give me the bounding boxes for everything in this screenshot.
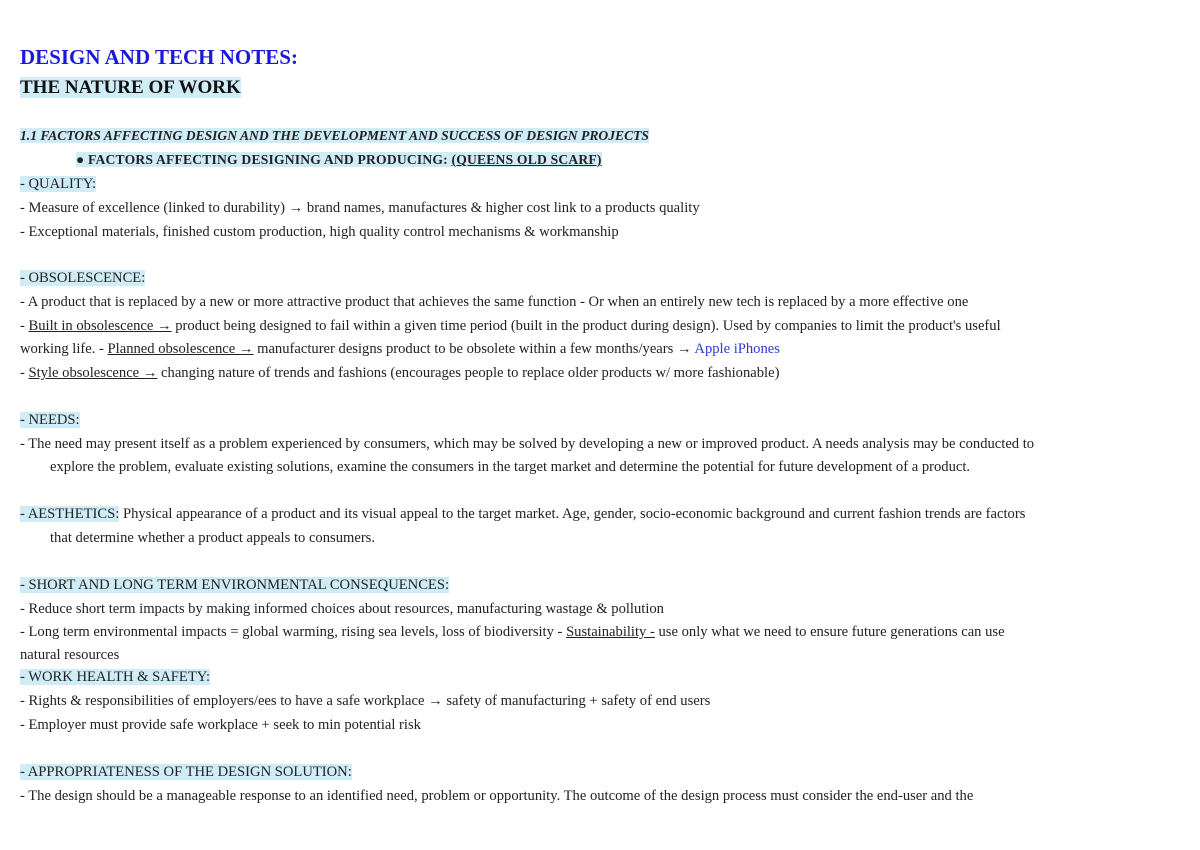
whs-line-2: - Employer must provide safe workplace + seek to min potential risk xyxy=(20,717,421,733)
environment-line-2 xyxy=(20,622,1005,642)
bullet-dot-icon: ● xyxy=(76,152,85,167)
obsolescence-line-3-start: working life. - xyxy=(20,341,108,357)
obsolescence-heading-text: - OBSOLESCENCE: xyxy=(20,270,146,286)
obsolescence-line-4 xyxy=(20,363,779,383)
apple-iphones-example: Apple iPhones xyxy=(694,341,780,357)
appropriateness-heading-text: - APPROPRIATENESS OF THE DESIGN SOLUTION: xyxy=(20,764,352,780)
doc-title: DESIGN AND TECH NOTES: xyxy=(20,45,298,69)
obsolescence-line-3 xyxy=(20,339,780,359)
style-obsolescence-term: Style obsolescence → xyxy=(28,365,158,381)
environment-heading-text: - SHORT AND LONG TERM ENVIRONMENTAL CONSEQUENCES: xyxy=(20,577,450,593)
quality-heading-text: - QUALITY: xyxy=(20,176,97,192)
aesthetics-line-1 xyxy=(20,504,1025,524)
needs-line-1: - The need may present itself as a problem experienced by consumers, which may be solved by developing a new or improved product. A needs analysis may be conducted to xyxy=(20,436,1035,452)
doc-subtitle xyxy=(20,76,241,100)
built-in-obsolescence-term: Built in obsolescence → xyxy=(28,318,172,334)
obsolescence-line-4-rest: changing nature of trends and fashions (encourages people to replace older products w/ more fashionable) xyxy=(157,365,780,381)
obsolescence-line-2-rest: product being designed to fail within a given time period (built in the product during design). Used by companies to limit the product's useful xyxy=(171,318,1001,334)
quality-line-2: - Exceptional materials, finished custom production, high quality control mechanisms & workmanship xyxy=(20,224,619,240)
whs-heading xyxy=(20,667,210,687)
planned-obsolescence-term: Planned obsolescence → xyxy=(107,341,254,357)
quality-heading xyxy=(20,174,96,194)
bullet-heading-mnemonic: (QUEENS OLD SCARF) xyxy=(451,152,602,167)
aesthetics-line-2: that determine whether a product appeals to consumers. xyxy=(50,530,376,546)
environment-line-1: - Reduce short term impacts by making informed choices about resources, manufacturing wastage & pollution xyxy=(20,601,664,617)
obsolescence-line-1: - A product that is replaced by a new or more attractive product that achieves the same function - Or when an entirely new tech is replaced by a more effective one xyxy=(20,294,969,310)
bullet-heading xyxy=(76,150,602,170)
sustainability-term: Sustainability - xyxy=(566,624,655,640)
environment-line-2-rest: use only what we need to ensure future generations can use xyxy=(654,624,1005,640)
environment-heading xyxy=(20,575,449,595)
needs-line-2: explore the problem, evaluate existing solutions, examine the consumers in the target market and determine the potential for future development of a product. xyxy=(50,459,971,475)
whs-heading-text: - WORK HEALTH & SAFETY: xyxy=(20,669,211,685)
obsolescence-line-2-dash: - xyxy=(20,318,29,334)
obsolescence-heading xyxy=(20,268,145,288)
obsolescence-line-3-rest: manufacturer designs product to be obsolete within a few months/years → xyxy=(253,341,695,357)
environment-line-3: natural resources xyxy=(20,647,120,663)
doc-subtitle-text: THE NATURE OF WORK xyxy=(20,77,241,98)
obsolescence-line-2 xyxy=(20,316,1001,336)
environment-line-2-start: - Long term environmental impacts = global warming, rising sea levels, loss of biodiversity - xyxy=(20,624,567,640)
aesthetics-line-1-rest: Physical appearance of a product and its visual appeal to the target market. Age, gender, socio-economic background and current fashion trends are factors xyxy=(119,506,1026,522)
needs-heading-text: - NEEDS: xyxy=(20,412,80,428)
needs-heading xyxy=(20,410,80,430)
bullet-heading-text: FACTORS AFFECTING DESIGNING AND PRODUCING: xyxy=(88,152,452,167)
appropriateness-line-1: - The design should be a manageable response to an identified need, problem or opportunity. The outcome of the design process must consider the end-user and the xyxy=(20,788,974,804)
quality-line-1: - Measure of excellence (linked to durability) → brand names, manufactures & higher cost link to a products quality xyxy=(20,200,700,216)
appropriateness-heading xyxy=(20,762,352,782)
section-heading-text: 1.1 FACTORS AFFECTING DESIGN AND THE DEVELOPMENT AND SUCCESS OF DESIGN PROJECTS xyxy=(20,128,649,143)
section-heading xyxy=(20,126,649,146)
whs-line-1: - Rights & responsibilities of employers/ees to have a safe workplace → safety of manufacturing + safety of end users xyxy=(20,693,711,709)
aesthetics-heading: - AESTHETICS: xyxy=(20,506,120,522)
bullet-heading-box xyxy=(76,152,602,167)
obsolescence-line-4-dash: - xyxy=(20,365,29,381)
